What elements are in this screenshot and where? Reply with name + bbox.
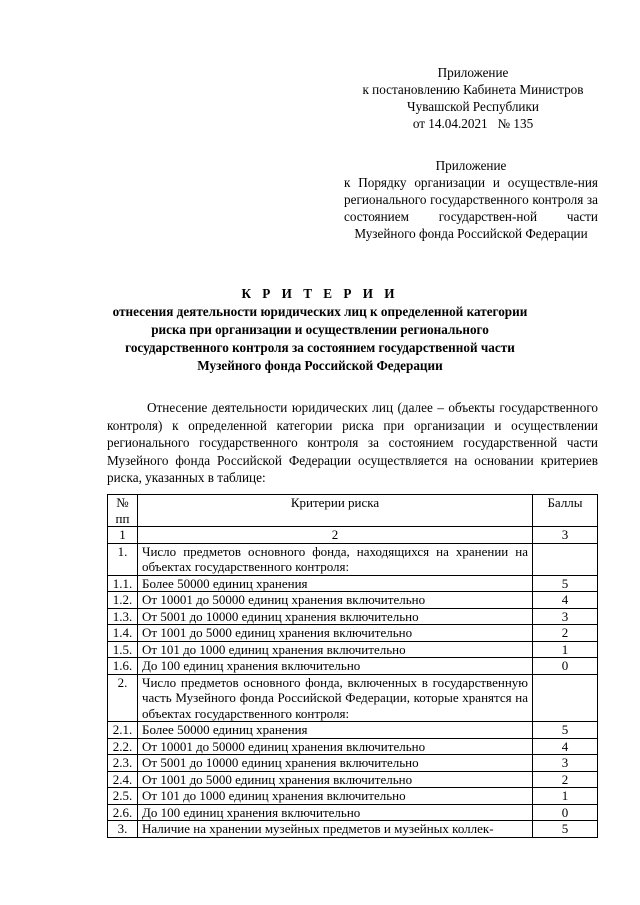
row-points xyxy=(533,674,598,722)
row-number: 1.4. xyxy=(108,625,138,642)
table-row xyxy=(108,641,598,658)
header-points: Баллы xyxy=(533,495,598,527)
table-row xyxy=(108,755,598,772)
row-points: 0 xyxy=(533,658,598,675)
row-number: 2.6. xyxy=(108,804,138,821)
row-points xyxy=(533,543,598,575)
table-row xyxy=(108,821,598,838)
intro-paragraph: Отнесение деятельности юридических лиц (далее – объекты государственного контроля) к определенной категории риска при организации и осуществлении регионального государственного контроля за состоянием государственной части Музейного фонда Российской Федерации осуществляется на основании критериев риска, указанных в таблице: xyxy=(107,400,598,486)
table-row xyxy=(108,592,598,609)
row-criterion: Более 50000 единиц хранения xyxy=(138,722,533,739)
row-criterion: От 5001 до 10000 единиц хранения включительно xyxy=(138,608,533,625)
row-criterion: От 1001 до 5000 единиц хранения включительно xyxy=(138,771,533,788)
appendix-line: Приложение xyxy=(437,65,509,80)
row-criterion: От 101 до 1000 единиц хранения включительно xyxy=(138,641,533,658)
row-criterion: Более 50000 единиц хранения xyxy=(138,575,533,592)
row-number: 2.3. xyxy=(108,755,138,772)
row-points: 2 xyxy=(533,625,598,642)
row-points: 3 xyxy=(533,608,598,625)
row-number: 1.1. xyxy=(108,575,138,592)
appendix-line: к постановлению Кабинета Министров xyxy=(362,82,584,97)
appendix-procedure-block xyxy=(344,157,598,242)
table-row xyxy=(108,575,598,592)
row-number: 1.5. xyxy=(108,641,138,658)
table-row xyxy=(108,722,598,739)
row-number: 1. xyxy=(108,543,138,575)
table-row xyxy=(108,658,598,675)
row-number: 3. xyxy=(108,821,138,838)
row-number: 2.4. xyxy=(108,771,138,788)
heading-title: К Р И Т Е Р И И xyxy=(241,286,399,301)
row-points: 1 xyxy=(533,788,598,805)
row-criterion: От 10001 до 50000 единиц хранения включительно xyxy=(138,738,533,755)
table-row xyxy=(108,738,598,755)
row-number: 2.2. xyxy=(108,738,138,755)
row-criterion: До 100 единиц хранения включительно xyxy=(138,804,533,821)
appendix-line: Чувашской Республики xyxy=(407,99,539,114)
criteria-table xyxy=(107,494,598,838)
row-number: 1.2. xyxy=(108,592,138,609)
row-number: 2. xyxy=(108,674,138,722)
row-points: 3 xyxy=(533,755,598,772)
row-points: 2 xyxy=(533,771,598,788)
row-criterion: От 10001 до 50000 единиц хранения включительно xyxy=(138,592,533,609)
row-criterion: От 5001 до 10000 единиц хранения включительно xyxy=(138,755,533,772)
header-num: № пп xyxy=(108,495,138,527)
row-points: 5 xyxy=(533,575,598,592)
row-criterion: Число предметов основного фонда, включенных в государственную часть Музейного фонда Российской Федерации, которые хранятся на объектах государственного контроля: xyxy=(138,674,533,722)
row-points: 0 xyxy=(533,804,598,821)
row-points: 5 xyxy=(533,821,598,838)
index-num: 1 xyxy=(108,527,138,544)
table-row xyxy=(108,608,598,625)
table-row xyxy=(108,804,598,821)
document-heading xyxy=(100,285,540,375)
appendix-title: Приложение xyxy=(435,158,507,173)
row-points: 5 xyxy=(533,722,598,739)
row-criterion: Наличие на хранении музейных предметов и музейных коллек- xyxy=(138,821,533,838)
table-row xyxy=(108,625,598,642)
table-row xyxy=(108,771,598,788)
index-criteria: 2 xyxy=(138,527,533,544)
row-criterion: От 101 до 1000 единиц хранения включительно xyxy=(138,788,533,805)
row-criterion: До 100 единиц хранения включительно xyxy=(138,658,533,675)
table-row xyxy=(108,674,598,722)
heading-subtitle: отнесения деятельности юридических лиц к определенной категории риска при организации и осуществлении регионального государственного контроля за состоянием государственной части Музейного фонда Российской Федерации xyxy=(112,304,528,373)
appendix-date-number: от 14.04.2021 № 135 xyxy=(412,116,534,131)
row-number: 2.1. xyxy=(108,722,138,739)
row-points: 4 xyxy=(533,738,598,755)
header-criteria: Критерии риска xyxy=(138,495,533,527)
row-criterion: Число предметов основного фонда, находящихся на хранении на объектах государственного контроля: xyxy=(138,543,533,575)
appendix-decree-block xyxy=(348,64,598,132)
appendix-procedure-text: к Порядку организации и осуществле-ния регионального государственного контроля за состоянием государствен-ной части Музейного фонда Российской Федерации xyxy=(344,175,598,241)
row-number: 1.6. xyxy=(108,658,138,675)
table-row xyxy=(108,543,598,575)
row-number: 2.5. xyxy=(108,788,138,805)
row-points: 1 xyxy=(533,641,598,658)
table-row xyxy=(108,788,598,805)
row-criterion: От 1001 до 5000 единиц хранения включительно xyxy=(138,625,533,642)
table-header-row xyxy=(108,495,598,527)
row-points: 4 xyxy=(533,592,598,609)
index-points: 3 xyxy=(533,527,598,544)
row-number: 1.3. xyxy=(108,608,138,625)
table-index-row xyxy=(108,527,598,544)
